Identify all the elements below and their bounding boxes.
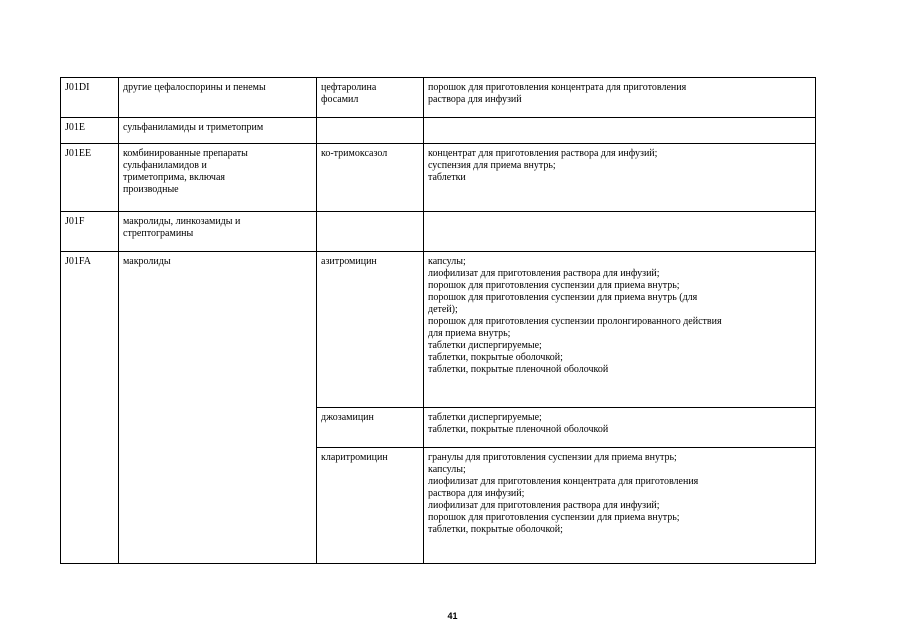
page-number: 41 (447, 611, 458, 621)
group-name-cell: комбинированные препараты сульфаниламидов и триметоприма, включая производные (119, 144, 317, 212)
atc-code-cell: J01F (61, 212, 119, 252)
group-name-cell: макролиды (119, 252, 317, 564)
drug-name-cell: азитромицин (317, 252, 424, 408)
dosage-forms-cell: капсулы; лиофилизат для приготовления раствора для инфузий; порошок для приготовления суспензии для приема внутрь; порошок для приготовления суспензии для приема внутрь (для детей); порошок для приготовления суспензии пролонгированного действия для приема внутрь; таблетки диспергируемые; таблетки, покрытые оболочкой; таблетки, покрытые пленочной оболочкой (424, 252, 816, 408)
dosage-forms-cell: концентрат для приготовления раствора для инфузий; суспензия для приема внутрь; таблетки (424, 144, 816, 212)
table-row (61, 144, 816, 212)
dosage-forms-cell: гранулы для приготовления суспензии для приема внутрь; капсулы; лиофилизат для приготовления концентрата для приготовления раствора для инфузий; лиофилизат для приготовления раствора для инфузий; порошок для приготовления суспензии для приема внутрь; таблетки, покрытые оболочкой; (424, 448, 816, 564)
atc-code-cell: J01DI (61, 78, 119, 118)
drug-name-cell (317, 212, 424, 252)
drug-name-cell: ко-тримоксазол (317, 144, 424, 212)
table-row (61, 118, 816, 144)
table-row (61, 78, 816, 118)
drug-table (60, 77, 816, 564)
dosage-forms-cell: порошок для приготовления концентрата для приготовления раствора для инфузий (424, 78, 816, 118)
table-row (61, 212, 816, 252)
drug-name-cell: джозамицин (317, 408, 424, 448)
drug-name-cell: цефтаролина фосамил (317, 78, 424, 118)
dosage-forms-cell (424, 212, 816, 252)
atc-code-cell: J01FA (61, 252, 119, 564)
dosage-forms-cell: таблетки диспергируемые; таблетки, покрытые пленочной оболочкой (424, 408, 816, 448)
group-name-cell: другие цефалоспорины и пенемы (119, 78, 317, 118)
drug-name-cell: кларитромицин (317, 448, 424, 564)
table-row (61, 252, 816, 408)
dosage-forms-cell (424, 118, 816, 144)
group-name-cell: макролиды, линкозамиды и стрептограмины (119, 212, 317, 252)
atc-code-cell: J01E (61, 118, 119, 144)
drug-name-cell (317, 118, 424, 144)
atc-code-cell: J01EE (61, 144, 119, 212)
group-name-cell: сульфаниламиды и триметоприм (119, 118, 317, 144)
